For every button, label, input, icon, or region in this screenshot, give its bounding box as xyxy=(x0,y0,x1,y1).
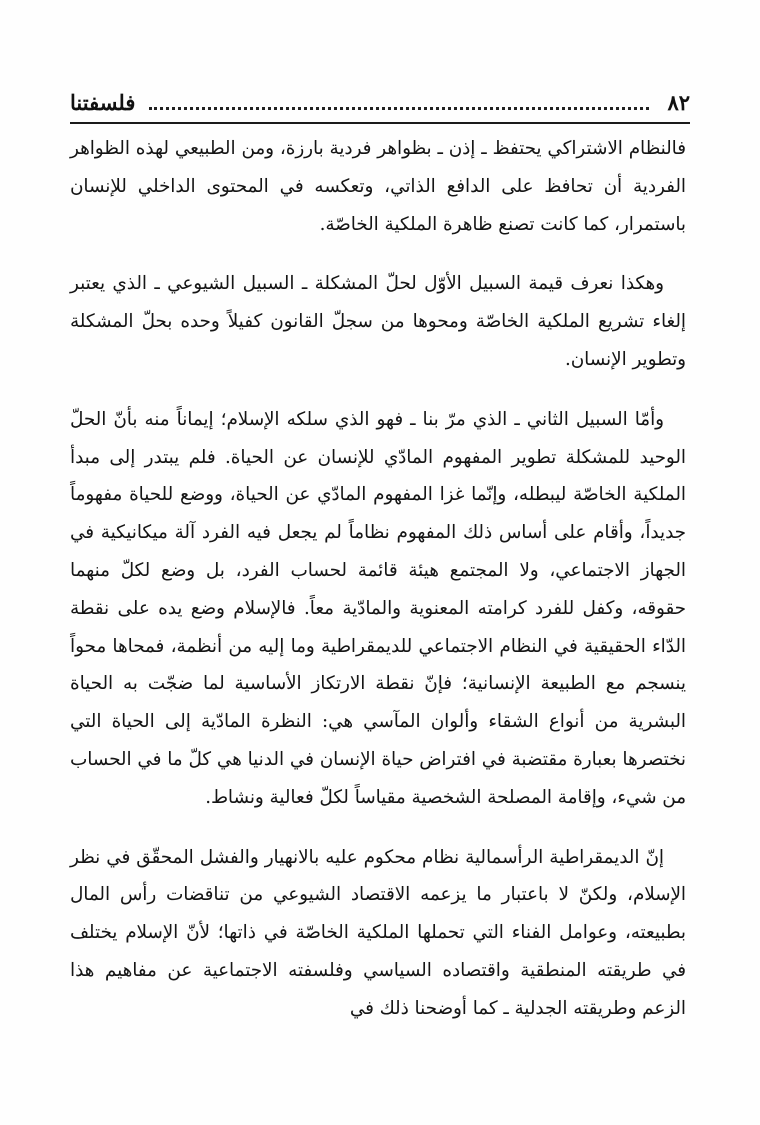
paragraph-3: وأمّا السبيل الثاني ـ الذي مرّ بنا ـ فهو الذي سلكه الإسلام؛ إيماناً منه بأنّ الحلّ الوحيد للمشكلة تطوير المفهوم المادّي للإنسان عن الحياة. فلم يبتدر إلى مبدأ الملكية الخاصّة ليبطله، وإنّما غزا المفهوم المادّي عن الحياة، ووضع للحياة مفهوماً جديداً، وأقام على أساس ذلك المفهوم نظاماً لم يجعل فيه الفرد آلة ميكانيكية في الجهاز الاجتماعي، ولا المجتمع هيئة قائمة لحساب الفرد، بل وضع لكلّ منهما حقوقه، وكفل للفرد كرامته المعنوية والمادّية معاً. فالإسلام وضع يده على نقطة الدّاء الحقيقية في النظام الاجتماعي للديمقراطية وما إليه من أنظمة، فمحاها محواً ينسجم مع الطبيعة الإنسانية؛ فإنّ نقطة الارتكاز الأساسية لما ضجّت به الحياة البشرية من أنواع الشقاء وألوان المآسي هي: النظرة المادّية إلى الحياة التي نختصرها بعبارة مقتضبة في افتراض حياة الإنسان في الدنيا هي كلّ ما في الحساب من شيء، وإقامة المصلحة الشخصية مقياساً لكلّ فعالية ونشاط. xyxy=(70,408,686,808)
page-number: ٨٢ xyxy=(667,89,690,115)
paragraph-4: إنّ الديمقراطية الرأسمالية نظام محكوم عليه بالانهيار والفشل المحقّق في نظر الإسلام، ولكنّ لا باعتبار ما يزعمه الاقتصاد الشيوعي من تناقضات رأس المال بطبيعته، وعوامل الفناء التي تحملها الملكية الخاصّة في ذاتها؛ لأنّ الإسلام يختلف في طريقته المنطقية واقتصاده السياسي وفلسفته الاجتماعية عن مفاهيم هذا الزعم وطريقته الجدلية ـ كما أوضحنا ذلك في xyxy=(70,846,686,1019)
paragraph-2: وهكذا نعرف قيمة السبيل الأوّل لحلّ المشكلة ـ السبيل الشيوعي ـ الذي يعتبر إلغاء تشريع الملكية الخاصّة ومحوها من سجلّ القانون كفيلاً وحده بحلّ المشكلة وتطوير الإنسان. xyxy=(70,273,686,370)
running-title: فلسفتنا xyxy=(70,89,136,115)
page-header xyxy=(70,82,690,124)
paragraph-1: فالنظام الاشتراكي يحتفظ ـ إذن ـ بظواهر فردية بارزة، ومن الطبيعي لهذه الظواهر الفردية أن تحافظ على الدافع الذاتي، وتعكسه في المحتوى الداخلي للإنسان باستمرار، كما كانت تصنع ظاهرة الملكية الخاصّة. xyxy=(70,138,686,235)
page-body xyxy=(70,130,686,1050)
dotted-leader xyxy=(149,107,649,110)
